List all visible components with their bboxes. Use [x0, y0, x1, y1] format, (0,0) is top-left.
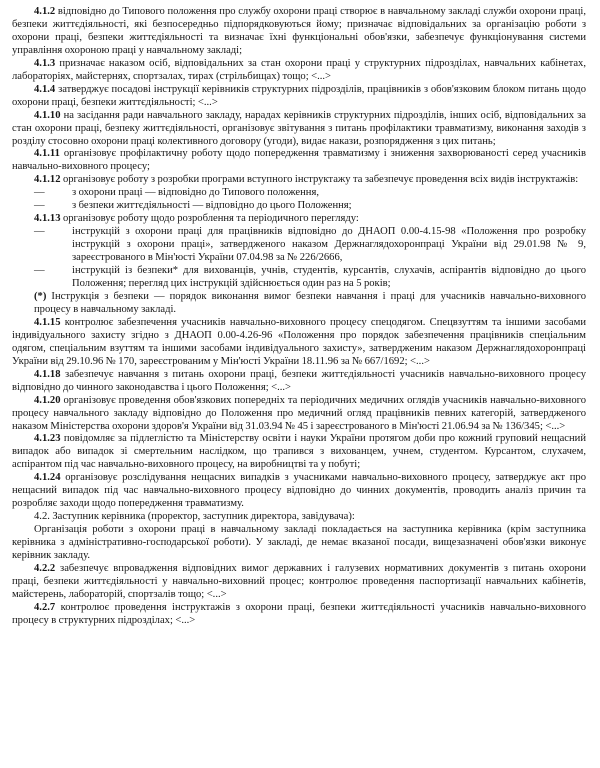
- item-number: 4.1.10: [34, 109, 61, 121]
- item-number: 4.1.4: [34, 83, 56, 95]
- item-text: організовує роботу з розробки програми вступного інструктажу та забезпечує проведення всіх видів інструктажів:: [62, 174, 579, 186]
- item-text: забезпечує навчання з питань охорони праці, безпеки життєдіяльності учасників навчально-виховного процесу відповідно до чинного законодавства і цього Положення; <...>: [12, 368, 587, 393]
- dash-bullet: —: [34, 200, 45, 212]
- paragraph-4-2-7: [12, 602, 586, 628]
- item-number: 4.1.3: [34, 57, 56, 69]
- dash-text: інструкцій з охорони праці для працівників відповідно до ДНАОП 0.00-4.15-98 «Положення про розробку інструкцій з охорони праці», затвердженого наказом Держнаглядохоронпраці України від 29.01.98 № 9, зареєстрованого в Мін'юсті України 07.04.98 за № 226/2666,: [72, 226, 586, 264]
- dash-text: з безпеки життєдіяльності — відповідно до цього Положення;: [72, 200, 352, 212]
- dash-item: [12, 187, 586, 200]
- dash-item: [12, 265, 586, 291]
- item-number: 4.2.2: [34, 562, 56, 574]
- paragraph-4-1-20: [12, 395, 586, 434]
- paragraph-4-1-23: [12, 433, 586, 472]
- item-number: 4.1.24: [34, 472, 61, 484]
- dash-text: інструкцій із безпеки* для вихованців, учнів, студентів, курсантів, слухачів, аспірантів відповідно до цього Положення; перегляд цих інструкцій здійснюється один раз на 5 років;: [72, 265, 586, 290]
- item-text: на засідання ради навчального закладу, нарадах керівників структурних підрозділів, інших осіб, відповідальних за стан охорони праці, безпеку життєдіяльності, організовує звітування з питань профілактики травматизму, виконання заходів з розділу стосовно охорони праці колективного договору (угоди), видає накази, розпорядження з цих питань;: [12, 109, 587, 147]
- item-number: 4.1.20: [34, 394, 61, 406]
- item-text: організовує роботу щодо розроблення та періодичного перегляду:: [62, 213, 359, 225]
- paragraph-organization: Організація роботи з охорони праці в навчальному закладі покладається на заступника керівника (крім заступника керівника з адміністративно-господарської роботи). У закладі, де немає вказаної посади, вищезазначені обов'язки виконує керівник закладу.: [12, 524, 586, 562]
- section-heading-4-2: 4.2. Заступник керівника (проректор, заступник директора, завідувача):: [34, 511, 355, 523]
- footnote: [12, 291, 586, 317]
- paragraph-4-1-10: [12, 110, 586, 149]
- item-text: організовує профілактичну роботу щодо попередження травматизму і зниження захворюваності серед учасників навчально-виховного процесу;: [12, 148, 586, 173]
- item-number: 4.2.7: [34, 601, 56, 613]
- item-text: відповідно до Типового положення про службу охорони праці створює в навчальному закладі служби охорони праці, безпеки життєдіяльності, які безпосередньо підпорядковуються йому; призначає відповідальних за організацію роботи з охорони праці, безпеки життєдіяльності та визначає їхні функціональні обов'язки, забезпечує функціонування системи управління охороною праці у навчальному закладі;: [12, 6, 587, 56]
- item-text: контролює забезпечення учасників навчально-виховного процесу спецодягом. Спецвзуттям та іншими засобами індивідуального захисту згідно з ДНАОП 0.00-4.26-96 «Положення про порядок забезпечення працівників спеціальним одягом, спеціальним взуттям та іншими засобами індивідуального захисту», затвердженим наказом Держнаглядохоронпраці України від 29.10.96 № 170, зареєстрованим у Мін'юсті України 18.11.96 за № 667/1692; <...>: [12, 316, 586, 367]
- item-number: 4.1.2: [34, 6, 56, 17]
- paragraph-4-1-18: [12, 369, 586, 395]
- paragraph-4-1-11: [12, 148, 586, 174]
- dash-item: [12, 200, 586, 213]
- item-number: 4.1.15: [34, 316, 61, 328]
- item-number: 4.1.18: [34, 368, 61, 380]
- dash-text: з охорони праці — відповідно до Типового положення,: [72, 187, 319, 199]
- paragraph-4-1-12: [12, 174, 586, 187]
- footnote-text: Інструкція з безпеки — порядок виконання вимог безпеки навчання і праці для учасників навчально-виховного процесу в навчальному закладі.: [34, 290, 587, 315]
- item-number: 4.1.13: [34, 213, 61, 225]
- paragraph-4-1-3: [12, 58, 586, 84]
- item-number: 4.1.12: [34, 174, 61, 186]
- paragraph-4-2-2: [12, 563, 586, 602]
- dash-item: [12, 226, 586, 265]
- dash-bullet: —: [34, 265, 45, 277]
- item-text: призначає наказом осіб, відповідальних за стан охорони праці у структурних підрозділах, навчальних кабінетах, лабораторіях, майстернях, спортзалах, тирах (стрільбищах) тощо; <...>: [12, 57, 587, 82]
- paragraph-4-1-4: [12, 84, 586, 110]
- item-text: організовує проведення обов'язкових попередніх та періодичних медичних оглядів учасників навчально-виховного процесу навчального закладу відповідно до Положення про медичний огляд працівників певних категорій, затвердженого наказом Міністерства охорони здоров'я України від 31.03.94 № 45 і зареєстрованого в Мін'юсті 21.06.94 за № 136/345; <...>: [12, 394, 586, 432]
- item-text: затверджує посадові інструкції керівників структурних підрозділів, працівників з обов'язковим блоком питань щодо охорони праці, безпеки життєдіяльності; <...>: [12, 83, 586, 108]
- dash-bullet: —: [34, 187, 45, 199]
- item-text: забезпечує впровадження відповідних вимог державних і галузевих нормативних документів з питань охорони праці, безпеки життєдіяльності у навчально-виховний процес; контролює проведення паспортизації навчальних кабінетів, майстерень, лабораторій, спортзалів тощо; <...>: [12, 562, 586, 600]
- item-number: 4.1.11: [34, 148, 60, 160]
- item-number: 4.1.23: [34, 433, 61, 445]
- dash-bullet: —: [34, 226, 45, 238]
- paragraph-4-1-15: [12, 317, 586, 369]
- paragraph-4-1-24: [12, 472, 586, 511]
- item-text: повідомляє за підлеглістю та Міністерству освіти і науки України протягом доби про кожний груповий нещасний випадок або випадок зі смертельним наслідком, що трапився з вихованцем, учнем, студентом. Курсантом, слухачем, аспірантом під час навчально-виховного процесу, на виробництві та у побуті;: [12, 433, 586, 471]
- item-text: контролює проведення інструктажів з охорони праці, безпеки життєдіяльності учасників навчально-виховного процесу в структурних підрозділах; <...>: [12, 601, 586, 626]
- item-text: організовує розслідування нещасних випадків з учасниками навчально-виховного процесу, затверджує акт про нещасний випадок під час навчально-виховного процесу відповідно до чинних документів, проводить аналіз причин та розробляє заходи щодо попередження травматизму.: [12, 472, 586, 510]
- footnote-mark: (*): [34, 290, 47, 302]
- paragraph-4-1-2: [12, 6, 586, 58]
- paragraph-4-1-13: [12, 213, 586, 226]
